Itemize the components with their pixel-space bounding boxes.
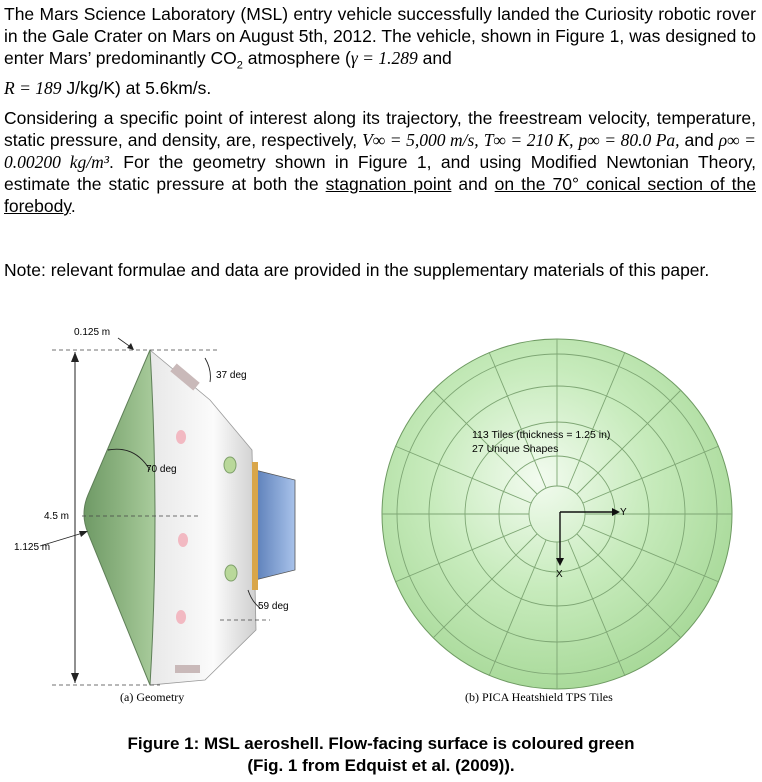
cruise-stage [255, 470, 295, 580]
backshell-window [176, 610, 186, 624]
dim-label-45: 4.5 m [44, 511, 70, 522]
subcaption-a: (a) Geometry [120, 690, 185, 704]
angle-label-37: 37 deg [216, 370, 247, 381]
figure-caption [0, 733, 762, 777]
note-paragraph: Note: relevant formulae and data are provided in the supplementary materials of this paper. [4, 260, 710, 280]
backshell-window [225, 565, 237, 581]
stagnation-point-underline: stagnation point [325, 174, 452, 194]
backshell-window [224, 457, 236, 473]
backshell-window [178, 533, 188, 547]
figure-caption-line2: (Fig. 1 from Edquist et al. (2009)). [247, 756, 515, 775]
y-axis-label: Y [620, 507, 627, 518]
backshell [150, 350, 256, 685]
geometry-figure [0, 320, 380, 710]
x-axis-label: X [556, 569, 563, 580]
heatshield-side [84, 350, 155, 685]
problem-paragraph: Considering a specific point of interest along its trajectory, the freestream velocity, temperature, static pressure, and density, are, respectively, V∞ = 5,000 m/s, T∞ = 210 K, p∞ = 80.0 Pa, and ρ∞ = 0.00200 kg/m³. For the geometry shown in Figure 1, and using Modified Newtonian Theory, estimate the static pressure at both the stagnation point and on the 70° conical section of the forebody. [4, 108, 757, 216]
angle-label-59: 59 deg [258, 601, 289, 612]
cruise-stage-band [252, 462, 258, 590]
conical-section-underline: on the 70° conical section of the forebody [4, 174, 756, 216]
angle-label-70: 70 deg [146, 464, 177, 475]
unique-shapes-label: 27 Unique Shapes [472, 443, 559, 455]
tile-count-label: 113 Tiles (thickness = 1.25 in) [472, 429, 611, 441]
dim-label-0125: 0.125 m [74, 327, 111, 338]
backshell-window [176, 430, 186, 444]
subcaption-b: (b) PICA Heatshield TPS Tiles [465, 690, 613, 704]
figure-caption-line1: Figure 1: MSL aeroshell. Flow-facing surface is coloured green [127, 734, 635, 753]
backshell-detail [175, 665, 200, 673]
intro-paragraph: The Mars Science Laboratory (MSL) entry vehicle successfully landed the Curiosity robotic rover in the Gale Crater on Mars on August 5th, 2012. The vehicle, shown in Figure 1, was designed to enter Mars’ predominantly $CO_2$ atmosphere (γ = 1.289 and R = 189 J/kg/K) at 5.6km/s. [4, 4, 756, 98]
dim-label-1125: 1.125 m [14, 542, 51, 553]
heatshield-tiles-figure [380, 320, 762, 710]
